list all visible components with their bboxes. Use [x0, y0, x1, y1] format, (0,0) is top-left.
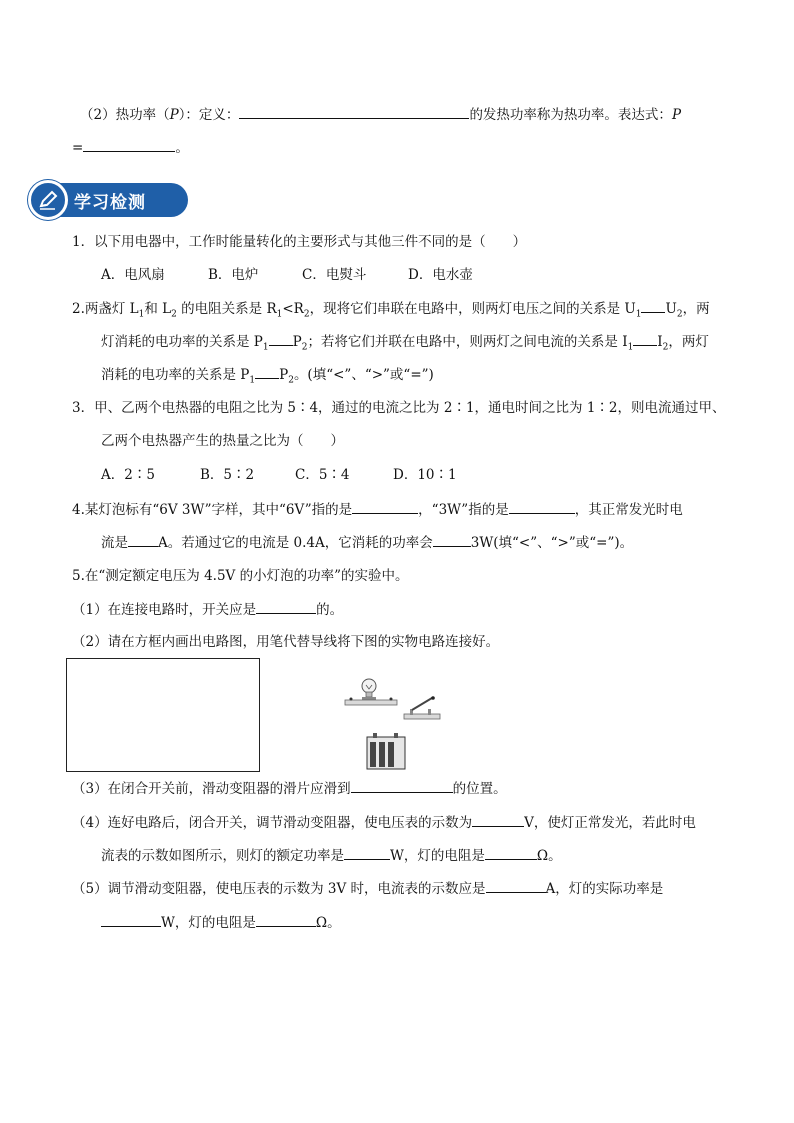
circuit-drawing-box[interactable] — [66, 658, 260, 772]
blank-parallel-power-relation[interactable] — [255, 364, 279, 379]
blank-current-reading[interactable] — [486, 878, 546, 893]
blank-3w-meaning[interactable] — [509, 499, 575, 514]
section-title: 学习检测 — [74, 193, 146, 213]
section-banner — [28, 180, 186, 220]
blank-lamp-resistance[interactable] — [485, 845, 537, 860]
q2-line-2: 灯消耗的电功率的关系是 $P_1$ $P_2$；若将它们并联在电路中，则两灯之间电流的关系是 $I_1$ $I_2$，两灯 — [101, 331, 709, 352]
heat-power-expression-line: = 。 — [72, 137, 189, 158]
q2-line-1: 2.两盏灯 $L_1$和 $L_2$ 的电阻关系是 $R_1<R_2$，现将它们串联在电路中，则两灯电压之间的关系是 $U_1$ $U_2$，两 — [72, 298, 710, 319]
blank-actual-power[interactable] — [101, 912, 161, 927]
blank-rated-power[interactable] — [344, 845, 390, 860]
q1-option-a: A．电风扇 — [101, 267, 165, 283]
q4-line-1: 4.某灯泡标有“6V 3W”字样，其中“6V”指的是 ，“3W”指的是 ，其正常发光时电 — [72, 499, 683, 520]
q3-line-1: 3．甲、乙两个电热器的电阻之比为 5∶4，通过的电流之比为 2∶1，通电时间之比为 1∶2，则电流通过甲、 — [72, 400, 726, 416]
q3-option-a: A．2∶5 — [101, 467, 155, 483]
q3-line-2: 乙两个电热器产生的热量之比为（ ） — [101, 433, 344, 449]
q5-intro: 5.在“测定额定电压为 4.5V 的小灯泡的功率”的实验中。 — [72, 568, 409, 584]
light-bulb-icon — [343, 677, 399, 707]
blank-definition[interactable] — [239, 104, 469, 119]
blank-power-compare[interactable] — [433, 532, 471, 547]
battery-icon — [365, 732, 407, 770]
q5-part-3: （3）在闭合开关前，滑动变阻器的滑片应滑到 的位置。 — [72, 778, 507, 799]
blank-normal-current[interactable] — [128, 532, 158, 547]
blank-voltage-relation[interactable] — [641, 298, 665, 313]
blank-6v-meaning[interactable] — [352, 499, 418, 514]
blank-series-power-relation[interactable] — [269, 331, 293, 346]
pencil-icon — [28, 180, 68, 220]
blank-switch-state[interactable] — [256, 599, 316, 614]
blank-current-relation[interactable] — [633, 331, 657, 346]
q5-part-4-line-1: （4）连好电路后，闭合开关，调节滑动变阻器，使电压表的示数为 V，使灯正常发光，若此时电 — [72, 812, 696, 833]
q5-part-2: （2）请在方框内画出电路图，用笔代替导线将下图的实物电路连接好。 — [72, 634, 500, 650]
knife-switch-icon — [402, 696, 444, 722]
q1-text: 1．以下用电器中，工作时能量转化的主要形式与其他三件不同的是（ ） — [72, 234, 527, 250]
q1-option-d: D．电水壶 — [408, 267, 473, 283]
blank-voltage-reading[interactable] — [472, 812, 524, 827]
q3-option-d: D．10∶1 — [393, 467, 457, 483]
q5-part-5-line-2: W，灯的电阻是 Ω。 — [101, 912, 341, 933]
blank-actual-resistance[interactable] — [256, 912, 316, 927]
q2-line-3: 消耗的电功率的关系是 $P_1$ $P_2$。(填“<”、“>”或“=”) — [101, 364, 434, 385]
blank-expression[interactable] — [83, 137, 175, 152]
q1-option-b: B．电炉 — [208, 267, 259, 283]
q5-part-1: （1）在连接电路时，开关应是 的。 — [72, 599, 343, 620]
q5-part-5-line-1: （5）调节滑动变阻器，使电压表的示数为 3V 时，电流表的示数应是 A，灯的实际功率是 — [72, 878, 663, 899]
q5-part-4-line-2: 流表的示数如图所示，则灯的额定功率是 W，灯的电阻是 Ω。 — [101, 845, 562, 866]
q4-line-2: 流是 A。若通过它的电流是 0.4A，它消耗的功率会 3W(填“<”、“>”或“=”)。 — [101, 532, 633, 553]
heat-power-definition-line: （2）热功率（P）：定义： 的发热功率称为热功率。表达式：P — [80, 104, 681, 125]
q1-option-c: C．电熨斗 — [302, 267, 367, 283]
q3-option-b: B．5∶2 — [200, 467, 255, 483]
blank-slider-position[interactable] — [351, 778, 453, 793]
q3-option-c: C．5∶4 — [295, 467, 350, 483]
